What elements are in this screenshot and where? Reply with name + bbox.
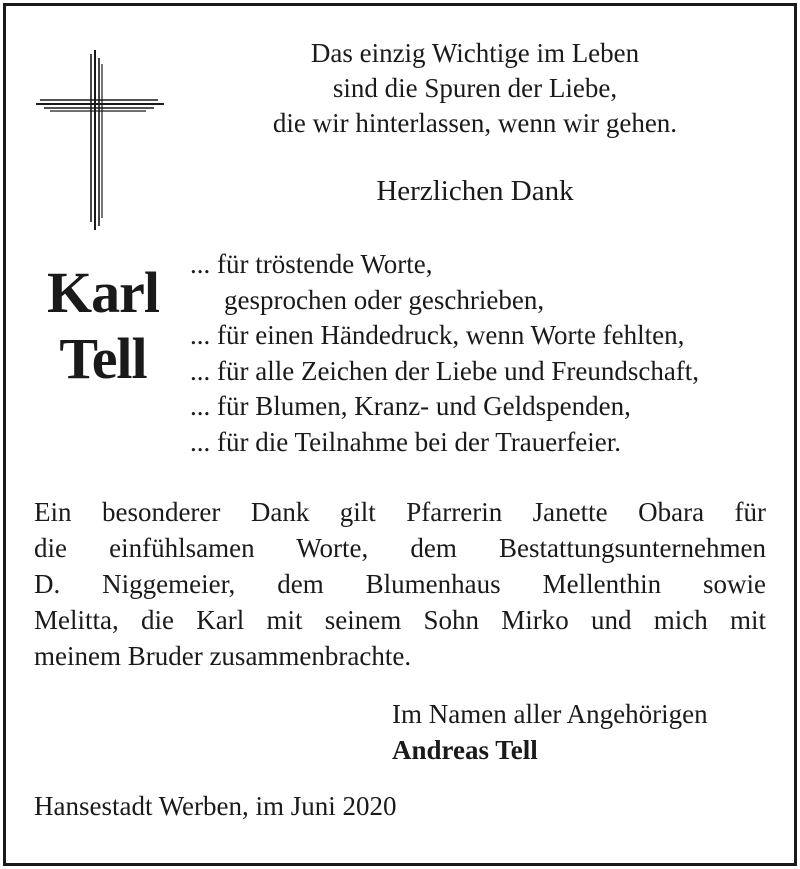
list-item: ... für tröstende Worte,: [190, 249, 433, 279]
place-date: Hansestadt Werben, im Juni 2020: [34, 791, 397, 821]
first-name: Karl: [47, 260, 159, 325]
thanks-heading: Herzlichen Dank: [376, 175, 574, 207]
paragraph-line: Ein besonderer Dank gilt Pfarrerin Janette Obara für: [34, 497, 766, 527]
deceased-name: [18, 260, 188, 392]
paragraph-line: Melitta, die Karl mit seinem Sohn Mirko und mich mit: [34, 605, 766, 635]
paragraph-line: D. Niggemeier, dem Blumenhaus Mellenthin sowie: [34, 569, 766, 599]
signature-intro: Im Namen aller Angehörigen: [392, 699, 708, 729]
cross-icon: [36, 50, 166, 232]
list-item: ... für einen Händedruck, wenn Worte fehlten,: [190, 320, 685, 350]
poem-line: die wir hinterlassen, wenn wir gehen.: [272, 108, 678, 138]
list-item: ... für die Teilnahme bei der Trauerfeier.: [190, 426, 621, 457]
paragraph-line: die einfühlsamen Worte, dem Bestattungsunternehmen: [34, 533, 766, 563]
poem-line: Das einzig Wichtige im Leben: [310, 38, 640, 68]
list-item: ... für Blumen, Kranz- und Geldspenden,: [190, 391, 631, 421]
signer-name: Andreas Tell: [392, 735, 538, 765]
paragraph-line: meinem Bruder zusammenbrachte.: [34, 641, 412, 671]
poem: [200, 36, 750, 141]
poem-line: sind die Spuren der Liebe,: [332, 73, 618, 103]
thanks-list: [190, 247, 699, 460]
special-thanks-paragraph: [34, 494, 766, 674]
list-item: gesprochen oder geschrieben,: [224, 284, 545, 315]
signature-block: [392, 696, 708, 768]
last-name: Tell: [59, 326, 147, 391]
list-item: ... für alle Zeichen der Liebe und Freundschaft,: [190, 355, 700, 386]
